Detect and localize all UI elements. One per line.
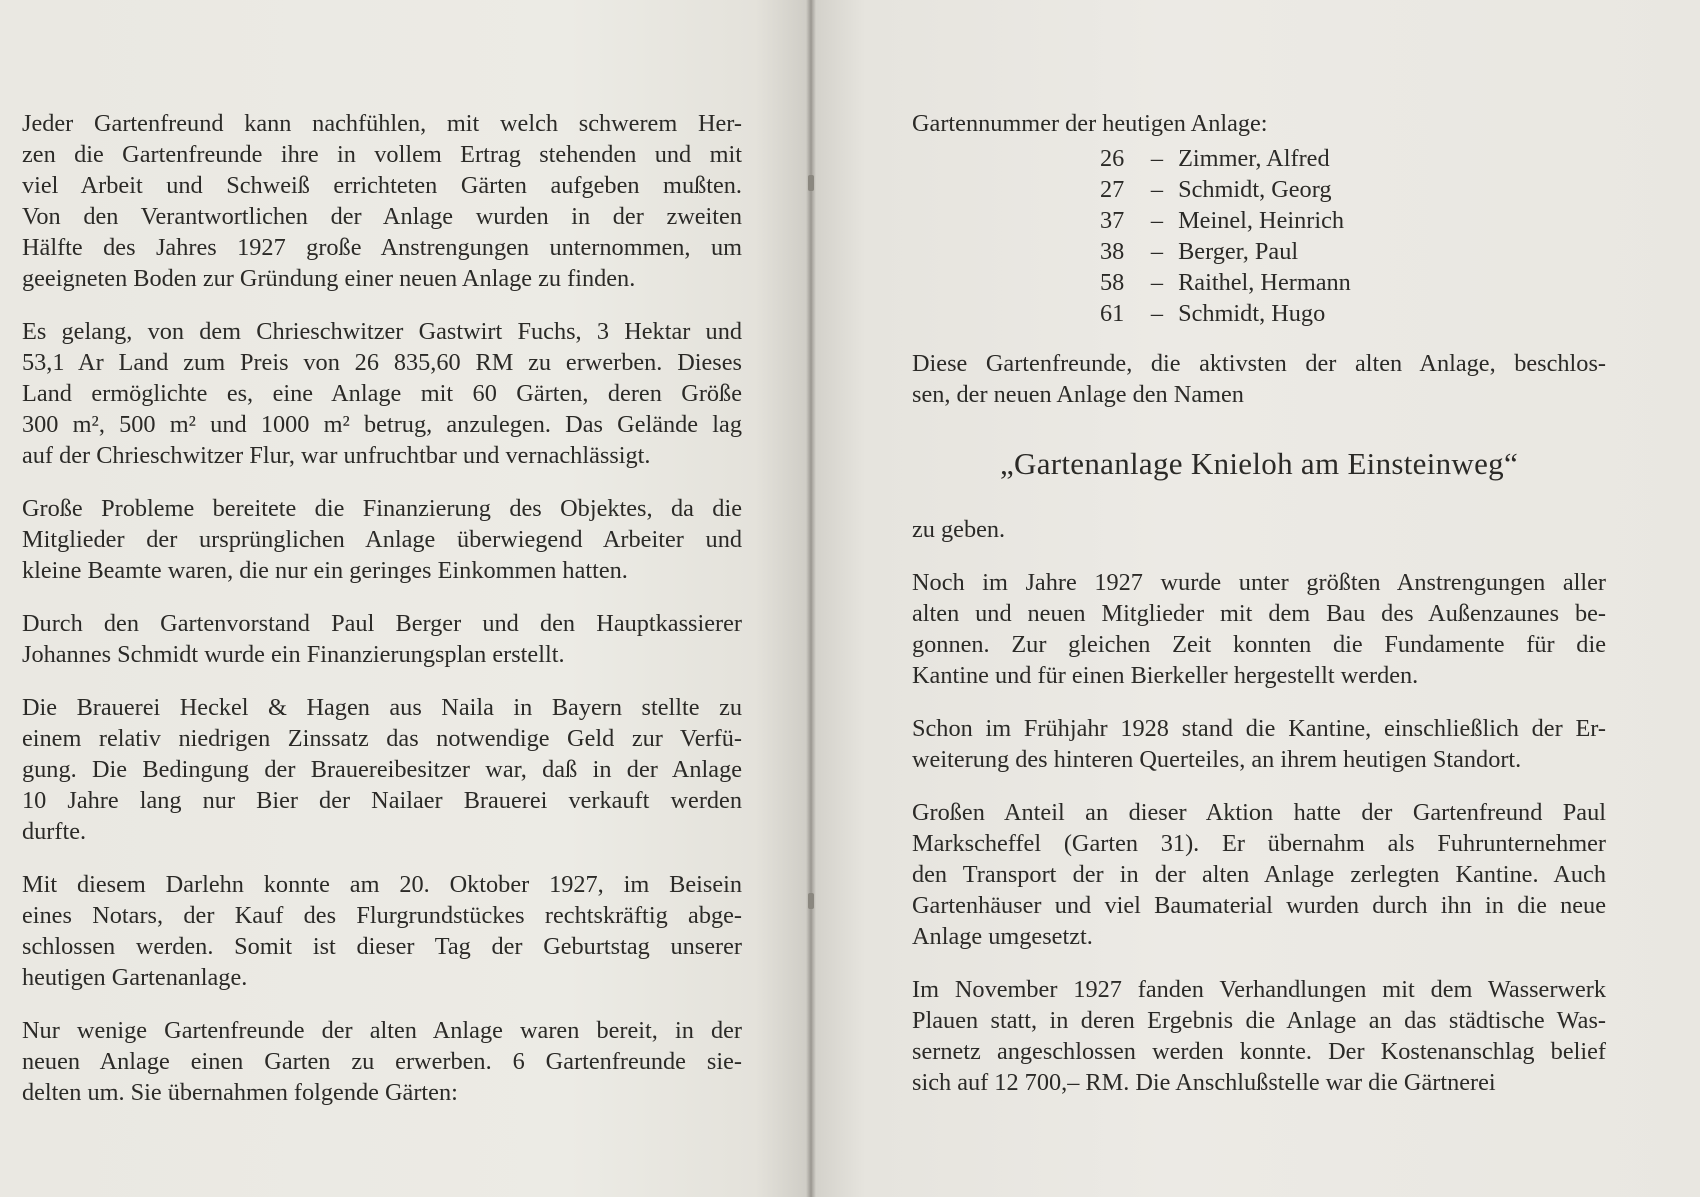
right-text-column: [912, 108, 1606, 1098]
text-line: zen die Gartenfreunde ihre in vollem Ertrag stehenden und mit: [22, 141, 742, 168]
text-line: Land ermöglichte es, eine Anlage mit 60 Gärten, deren Größe: [22, 380, 742, 407]
garden-number: 27: [1100, 176, 1125, 203]
text-line: 300 m², 500 m² und 1000 m² betrug, anzulegen. Das Gelände lag: [22, 411, 742, 438]
text-line: delten um. Sie übernahmen folgende Gärten:: [22, 1079, 458, 1106]
text-line: Großen Anteil an dieser Aktion hatte der Gartenfreund Paul: [912, 799, 1606, 826]
text-line: gung. Die Bedingung der Brauereibesitzer war, daß in der Anlage: [22, 756, 742, 783]
text-line: kleine Beamte waren, die nur ein geringes Einkommen hatten.: [22, 557, 628, 584]
text-line: auf der Chrieschwitzer Flur, war unfruchtbar und vernachlässigt.: [22, 442, 651, 469]
text-paragraph: [22, 869, 742, 993]
garden-list-row: [1100, 143, 1606, 174]
member-name: Berger, Paul: [1178, 238, 1299, 265]
garden-list-row: [1100, 236, 1606, 267]
text-line: geeigneten Boden zur Gründung einer neuen Anlage zu finden.: [22, 265, 636, 292]
text-paragraph: [22, 493, 742, 586]
list-dash: –: [1150, 300, 1164, 327]
text-line: Von den Verantwortlichen der Anlage wurden in der zweiten: [22, 203, 742, 230]
list-dash: –: [1150, 176, 1164, 203]
naming-paragraph: [912, 348, 1606, 410]
garden-list-row: [1100, 205, 1606, 236]
text-line: Es gelang, von dem Chrieschwitzer Gastwirt Fuchs, 3 Hektar und: [22, 318, 742, 345]
text-paragraph: [22, 108, 742, 294]
text-line: Anlage umgesetzt.: [912, 923, 1093, 950]
text-line: Noch im Jahre 1927 wurde unter größten Anstrengungen aller: [912, 569, 1606, 596]
text-line: sen, der neuen Anlage den Namen: [912, 381, 1244, 408]
text-line: schlossen werden. Somit ist dieser Tag der Geburtstag unserer: [22, 933, 742, 960]
text-line: den Transport der in der alten Anlage zerlegten Kantine. Auch: [912, 861, 1606, 888]
text-paragraph: [912, 567, 1606, 691]
garden-list: [1100, 143, 1606, 329]
text-line: Hälfte des Jahres 1927 große Anstrengungen unternommen, um: [22, 234, 742, 261]
garden-list-intro: Gartennummer der heutigen Anlage:: [912, 110, 1268, 137]
garden-number: 26: [1100, 145, 1125, 172]
text-line: Gartenhäuser und viel Baumaterial wurden durch ihn in die neue: [912, 892, 1606, 919]
list-dash: –: [1150, 269, 1164, 296]
text-line: Markscheffel (Garten 31). Er übernahm als Fuhrunternehmer: [912, 830, 1606, 857]
text-paragraph: [912, 974, 1606, 1098]
text-line: Große Probleme bereitete die Finanzierung des Objektes, da die: [22, 495, 742, 522]
text-line: Jeder Gartenfreund kann nachfühlen, mit welch schwerem Her-: [22, 110, 742, 137]
garden-number: 37: [1100, 207, 1125, 234]
text-paragraph: [22, 1015, 742, 1108]
text-line: Mit diesem Darlehn konnte am 20. Oktober 1927, im Beisein: [22, 871, 742, 898]
text-paragraph: [22, 316, 742, 471]
text-line: weiterung des hinteren Querteiles, an ihrem heutigen Standort.: [912, 746, 1522, 773]
text-line: Schon im Frühjahr 1928 stand die Kantine, einschließlich der Er-: [912, 715, 1606, 742]
garden-number: 58: [1100, 269, 1125, 296]
garden-list-row: [1100, 298, 1606, 329]
text-line: sich auf 12 700,– RM. Die Anschlußstelle war die Gärtnerei: [912, 1069, 1496, 1096]
member-name: Raithel, Hermann: [1178, 269, 1351, 296]
left-page: [0, 0, 812, 1197]
text-paragraph: [22, 608, 742, 670]
member-name: Zimmer, Alfred: [1178, 145, 1330, 172]
garden-list-row: [1100, 174, 1606, 205]
garden-list-row: [1100, 267, 1606, 298]
text-line: Kantine und für einen Bierkeller hergestellt werden.: [912, 662, 1419, 689]
text-paragraph: [912, 797, 1606, 952]
member-name: Schmidt, Georg: [1178, 176, 1332, 203]
text-line: Durch den Gartenvorstand Paul Berger und den Hauptkassierer: [22, 610, 742, 637]
text-line: einem relativ niedrigen Zinssatz das notwendige Geld zur Verfü-: [22, 725, 742, 752]
text-line: gonnen. Zur gleichen Zeit konnten die Fundamente für die: [912, 631, 1606, 658]
garden-number: 38: [1100, 238, 1125, 265]
text-line: Nur wenige Gartenfreunde der alten Anlage waren bereit, in der: [22, 1017, 742, 1044]
naming-end: zu geben.: [912, 516, 1006, 543]
text-line: neuen Anlage einen Garten zu erwerben. 6 Gartenfreunde sie-: [22, 1048, 742, 1075]
text-line: Diese Gartenfreunde, die aktivsten der alten Anlage, beschlos-: [912, 350, 1606, 377]
text-line: Im November 1927 fanden Verhandlungen mit dem Wasserwerk: [912, 976, 1606, 1003]
text-line: Die Brauerei Heckel & Hagen aus Naila in Bayern stellte zu: [22, 694, 742, 721]
garden-number: 61: [1100, 300, 1125, 327]
right-page: [812, 0, 1700, 1197]
text-line: eines Notars, der Kauf des Flurgrundstückes rechtskräftig abge-: [22, 902, 742, 929]
text-paragraph: [912, 713, 1606, 775]
staple-top: [808, 175, 814, 191]
list-dash: –: [1150, 238, 1164, 265]
text-line: viel Arbeit und Schweiß errichteten Gärten aufgeben mußten.: [22, 172, 742, 199]
text-line: durfte.: [22, 818, 87, 845]
left-text-column: [22, 108, 742, 1108]
text-line: Mitglieder der ursprünglichen Anlage überwiegend Arbeiter und: [22, 526, 742, 553]
member-name: Meinel, Heinrich: [1178, 207, 1345, 234]
list-dash: –: [1150, 145, 1164, 172]
text-line: sernetz angeschlossen werden konnte. Der Kostenanschlag belief: [912, 1038, 1606, 1065]
text-paragraph: [22, 692, 742, 847]
member-name: Schmidt, Hugo: [1178, 300, 1326, 327]
text-line: heutigen Gartenanlage.: [22, 964, 248, 991]
text-line: alten und neuen Mitglieder mit dem Bau des Außenzaunes be-: [912, 600, 1606, 627]
garden-name-title: „Gartenanlage Knieloh am Einsteinweg“: [999, 446, 1519, 481]
text-line: Plauen statt, in deren Ergebnis die Anlage an das städtische Was-: [912, 1007, 1606, 1034]
text-line: 10 Jahre lang nur Bier der Nailaer Brauerei verkauft werden: [22, 787, 742, 814]
text-line: 53,1 Ar Land zum Preis von 26 835,60 RM zu erwerben. Dieses: [22, 349, 742, 376]
text-line: Johannes Schmidt wurde ein Finanzierungsplan erstellt.: [22, 641, 565, 668]
staple-bottom: [808, 893, 814, 909]
list-dash: –: [1150, 207, 1164, 234]
